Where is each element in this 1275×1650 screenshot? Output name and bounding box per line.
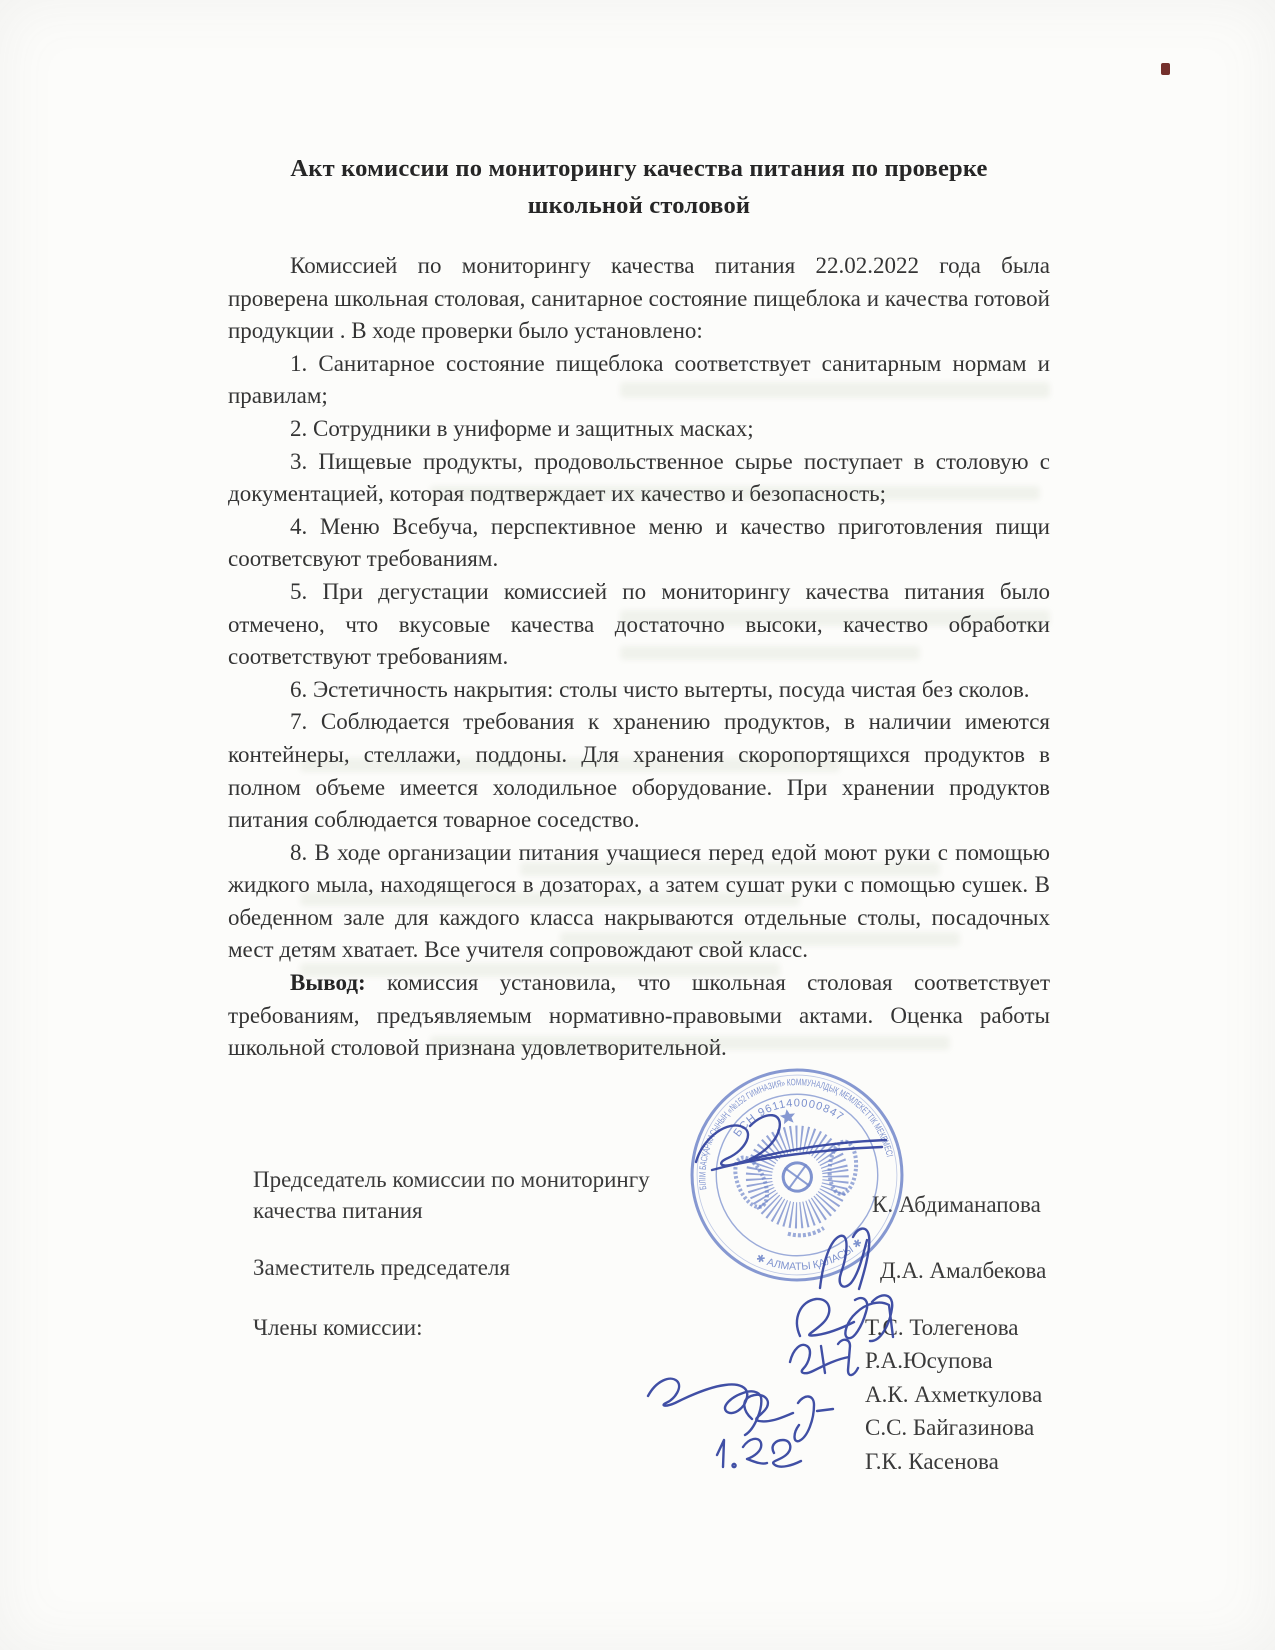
list-item-5: 5. При дегустации комиссией по мониторингу качества питания было отмечено, что вкусовые качества достаточно высоки, качество обработки соответствуют требованиям. (228, 578, 1050, 670)
document-body (228, 150, 1050, 1065)
stamp-bin-text: БСН 961140000847 (731, 1097, 847, 1140)
member-signature (743, 1439, 801, 1467)
stamp-ring-text-bottom: ✱ АЛМАТЫ ҚАЛАСЫ ✱ (754, 1236, 866, 1273)
document-title-line2: школьной столовой (527, 192, 751, 219)
chairman-name: К. Абдиманапова (872, 1192, 1041, 1217)
intro-paragraph: Комиссией по мониторингу качества питания 22.02.2022 года была проверена школьная столовая, санитарное состояние пищеблока и качества готовой продукции . В ходе проверки было установлено: (228, 253, 1050, 344)
member-signature (717, 1440, 724, 1467)
member-name: С.С. Байгазинова (865, 1415, 1035, 1441)
list-item-2: 2. Сотрудники в униформе и защитных масках; (290, 415, 754, 441)
list-item-4: 4. Меню Всебуча, перспективное меню и качество приготовления пищи соответсвуют требованиям. (228, 513, 1050, 572)
member-signature (845, 1298, 893, 1338)
deputy-signature (820, 1236, 867, 1288)
member-name: Г.К. Касенова (865, 1448, 999, 1474)
list-item-7: 7. Соблюдается требования к хранению продуктов, в наличии имеются контейнеры, стеллажи, поддоны. Для хранения скоропортящихся продуктов в полном объеме имеется холодильное оборудование. При хранении продуктов питания соблюдается товарное соседство. (228, 709, 1050, 833)
document-title-line1: Акт комиссии по мониторингу качества питания по проверке (290, 155, 988, 182)
scan-artifact-dot (1161, 63, 1170, 75)
conclusion-text: комиссия установила, что школьная столовая соответствует требованиям, предъявляемым нормативно-правовыми актами. Оценка работы школьной столовой признана удовлетворительной. (228, 970, 1050, 1061)
list-item-8: 8. В ходе организации питания учащиеся перед едой моют руки с помощью жидкого мыла, находящегося в дозаторах, а затем сушат руки с помощью сушек. В обеденном зале для каждого класса накрываются отдельные столы, посадочных мест детям хватает. Все учителя сопровождают свой класс. (228, 839, 1050, 963)
deputy-name: Д.А. Амалбекова (880, 1258, 1047, 1283)
member-name: Т.С. Толегенова (865, 1315, 1019, 1340)
conclusion-label: Вывод: (290, 970, 366, 996)
list-item-6: 6. Эстетичность накрытия: столы чисто вытерты, посуда чистая без сколов. (290, 676, 1030, 702)
member-name: А.К. Ахметкулова (865, 1381, 1043, 1407)
member-signature (790, 1345, 849, 1373)
document-title (228, 150, 1050, 224)
chairman-signature (696, 1125, 886, 1165)
member-name: Р.А.Юсупова (865, 1348, 993, 1374)
chairman-role-label: Председатель комиссии по мониторингу качества питания (253, 1167, 650, 1223)
member-signature (821, 1340, 858, 1375)
signatures-ink-layer (600, 1050, 1160, 1490)
deputy-role-label: Заместитель председателя (253, 1255, 511, 1280)
member-signature (744, 1395, 793, 1422)
stamp-ring-text-top: БІЛІМ БАСҚАРМАСЫНЫҢ «№152 ГИМНАЗИЯ» КОММУНАЛДЫҚ МЕМЛЕКЕТТІК МЕКЕМЕСІ (697, 1077, 896, 1191)
member-signature (732, 1464, 735, 1467)
member-signature (795, 1396, 834, 1441)
list-item-3: 3. Пищевые продукты, продовольственное сырье поступает в столовую с документацией, которая подтверждает их качество и безопасность; (228, 448, 1050, 507)
members-label: Члены комиссии: (253, 1315, 423, 1340)
list-item-1: 1. Санитарное состояние пищеблока соответствует санитарным нормам и правилам; (228, 350, 1050, 409)
